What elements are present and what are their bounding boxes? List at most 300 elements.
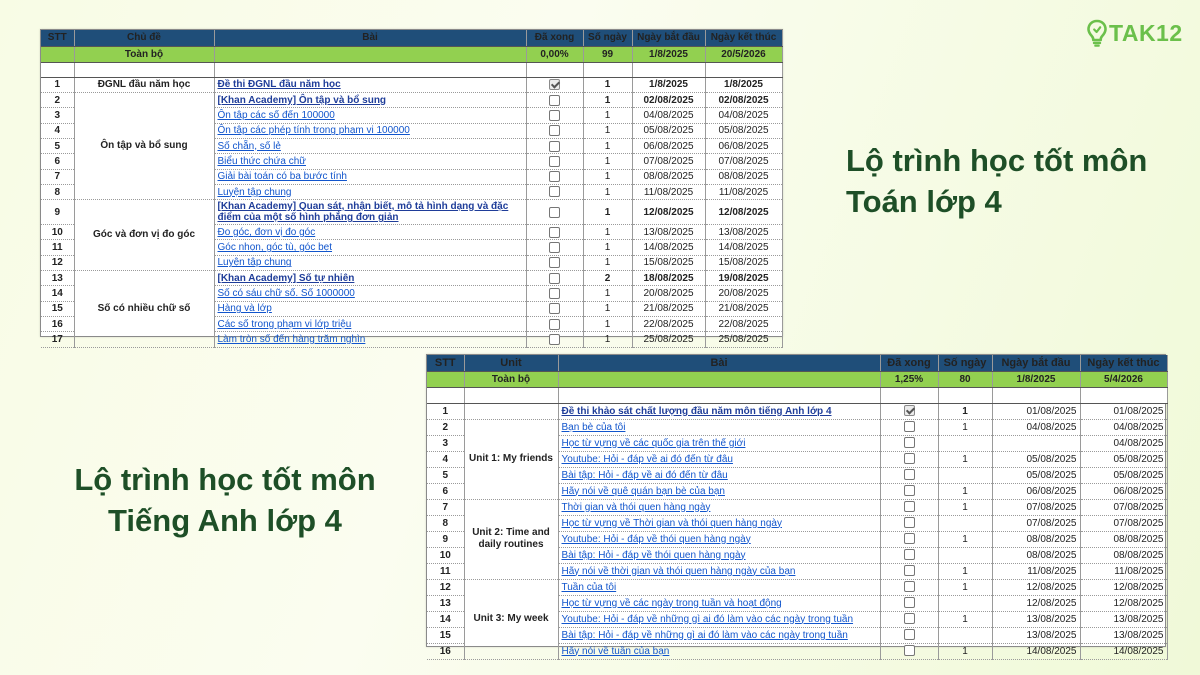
row-stt: 7 — [41, 169, 74, 184]
done-checkbox[interactable] — [904, 613, 915, 624]
end-date-cell: 12/08/2025 — [705, 200, 782, 225]
end-date-cell: 11/08/2025 — [705, 184, 782, 199]
start-date-cell: 06/08/2025 — [992, 483, 1080, 499]
days-cell: 1 — [938, 611, 992, 627]
done-checkbox[interactable] — [904, 437, 915, 448]
done-cell — [880, 547, 938, 563]
lesson-cell — [558, 419, 880, 435]
end-date-cell: 06/08/2025 — [705, 138, 782, 153]
lesson-cell — [558, 483, 880, 499]
done-cell — [526, 123, 583, 138]
done-checkbox[interactable] — [549, 288, 560, 299]
lesson-link[interactable]: Bạn bè của tôi — [561, 421, 626, 433]
start-date-cell: 18/08/2025 — [632, 271, 705, 286]
lesson-cell — [214, 301, 526, 316]
done-checkbox[interactable] — [904, 629, 915, 640]
row-stt: 16 — [41, 316, 74, 331]
done-cell — [880, 483, 938, 499]
start-date-cell: 06/08/2025 — [632, 138, 705, 153]
lesson-link[interactable]: Học từ vựng về các ngày trong tuần và hoạt động — [561, 597, 782, 609]
lesson-cell — [558, 499, 880, 515]
row-stt: 4 — [427, 451, 464, 467]
row-stt: 14 — [427, 611, 464, 627]
done-checkbox[interactable] — [904, 549, 915, 560]
end-date-cell: 01/08/2025 — [1080, 403, 1167, 419]
end-date-cell: 15/08/2025 — [705, 255, 782, 270]
english-total-row — [427, 371, 1167, 387]
row-stt: 9 — [41, 200, 74, 225]
lesson-link[interactable]: Học từ vựng về các quốc gia trên thế giới — [561, 437, 746, 449]
lesson-cell — [214, 200, 526, 225]
start-date-cell: 14/08/2025 — [632, 240, 705, 255]
row-stt: 14 — [41, 286, 74, 301]
total-done: 1,25% — [880, 371, 938, 387]
lesson-link[interactable]: Youtube: Hỏi - đáp về ai đó đến từ đâu — [561, 453, 733, 465]
done-cell — [526, 169, 583, 184]
end-date-cell: 22/08/2025 — [705, 316, 782, 331]
row-stt: 8 — [427, 515, 464, 531]
lesson-cell — [214, 316, 526, 331]
end-date-cell: 04/08/2025 — [1080, 435, 1167, 451]
col-start: Ngày bắt đầu — [632, 30, 705, 46]
lesson-link[interactable]: Số chẵn, số lẻ — [217, 140, 281, 152]
done-checkbox[interactable] — [549, 303, 560, 314]
done-cell — [880, 515, 938, 531]
done-cell — [526, 200, 583, 225]
done-checkbox[interactable] — [549, 125, 560, 136]
start-date-cell: 08/08/2025 — [632, 169, 705, 184]
days-cell: 1 — [938, 531, 992, 547]
end-date-cell: 12/08/2025 — [1080, 579, 1167, 595]
end-date-cell: 07/08/2025 — [705, 154, 782, 169]
row-stt: 2 — [41, 93, 74, 108]
days-cell: 1 — [938, 579, 992, 595]
done-cell — [526, 271, 583, 286]
lesson-cell — [214, 77, 526, 92]
days-cell: 1 — [583, 123, 632, 138]
lesson-cell — [558, 403, 880, 419]
math-table-body — [41, 46, 782, 347]
lesson-link[interactable]: Hãy nói về quê quán bạn bè của bạn — [561, 485, 725, 497]
english-table — [427, 355, 1168, 660]
end-date-cell: 13/08/2025 — [705, 225, 782, 240]
done-checkbox[interactable] — [549, 273, 560, 284]
table-row — [427, 499, 1167, 515]
done-checkbox[interactable] — [904, 485, 915, 496]
row-stt: 10 — [41, 225, 74, 240]
lesson-link[interactable]: [Khan Academy] Quan sát, nhận biết, mô tả hình dạng và đặc điểm của một số hình phẳng đơn giản — [217, 200, 509, 224]
row-stt: 6 — [427, 483, 464, 499]
col-stt: STT — [41, 30, 74, 46]
done-cell — [526, 184, 583, 199]
days-cell: 1 — [583, 169, 632, 184]
days-cell — [938, 435, 992, 451]
lesson-cell — [214, 138, 526, 153]
lesson-link[interactable]: Bài tập: Hỏi - đáp về thói quen hàng ngày — [561, 549, 746, 561]
end-date-cell: 12/08/2025 — [1080, 595, 1167, 611]
row-stt: 8 — [41, 184, 74, 199]
total-days: 99 — [583, 46, 632, 62]
done-checkbox[interactable] — [549, 186, 560, 197]
done-cell — [880, 627, 938, 643]
lesson-link[interactable]: Học từ vựng về Thời gian và thói quen hàng ngày — [561, 517, 782, 529]
math-heading: Lộ trình học tốt môn Toán lớp 4 — [846, 143, 1148, 220]
lesson-cell — [214, 108, 526, 123]
done-checkbox[interactable] — [549, 319, 560, 330]
total-start: 1/8/2025 — [632, 46, 705, 62]
total-end: 20/5/2026 — [705, 46, 782, 62]
col-stt: STT — [427, 355, 464, 371]
lesson-cell — [558, 563, 880, 579]
days-cell: 1 — [938, 643, 992, 659]
lesson-link[interactable]: Hàng và lớp — [217, 303, 272, 315]
done-checkbox[interactable] — [549, 110, 560, 121]
done-cell — [880, 643, 938, 659]
lesson-cell — [214, 225, 526, 240]
done-cell — [880, 611, 938, 627]
end-date-cell: 06/08/2025 — [1080, 483, 1167, 499]
row-stt: 13 — [41, 271, 74, 286]
row-stt: 4 — [41, 123, 74, 138]
lesson-link[interactable]: Youtube: Hỏi - đáp về thói quen hàng ngày — [561, 533, 751, 545]
days-cell: 1 — [938, 499, 992, 515]
total-done: 0,00% — [526, 46, 583, 62]
done-checkbox[interactable] — [549, 242, 560, 253]
total-days: 80 — [938, 371, 992, 387]
lesson-cell — [558, 579, 880, 595]
math-table — [41, 30, 783, 348]
row-stt: 13 — [427, 595, 464, 611]
end-date-cell: 11/08/2025 — [1080, 563, 1167, 579]
done-cell — [880, 435, 938, 451]
row-stt: 12 — [427, 579, 464, 595]
total-label: Toàn bộ — [464, 371, 558, 387]
table-row — [41, 77, 782, 92]
row-stt: 16 — [427, 643, 464, 659]
spacer-row — [41, 62, 782, 77]
done-cell — [526, 154, 583, 169]
lesson-cell — [558, 435, 880, 451]
end-date-cell: 05/08/2025 — [1080, 467, 1167, 483]
end-date-cell: 21/08/2025 — [705, 301, 782, 316]
days-cell: 1 — [583, 77, 632, 92]
done-checkbox[interactable] — [549, 207, 560, 218]
done-cell — [880, 451, 938, 467]
done-checkbox[interactable] — [904, 581, 915, 592]
lesson-link[interactable]: Biểu thức chứa chữ — [217, 155, 306, 167]
start-date-cell: 04/08/2025 — [992, 419, 1080, 435]
math-header-row — [41, 30, 782, 46]
lesson-link[interactable]: Bài tập: Hỏi - đáp về những gì ai đó làm vào các ngày trong tuần — [561, 629, 848, 641]
math-roadmap-table — [40, 29, 783, 345]
done-checkbox[interactable] — [904, 597, 915, 608]
start-date-cell: 12/08/2025 — [992, 595, 1080, 611]
start-date-cell: 02/08/2025 — [632, 93, 705, 108]
start-date-cell: 13/08/2025 — [632, 225, 705, 240]
lesson-link[interactable]: Ôn tập các phép tính trong phạm vi 100000 — [217, 125, 410, 137]
start-date-cell: 13/08/2025 — [992, 611, 1080, 627]
end-date-cell: 19/08/2025 — [705, 271, 782, 286]
days-cell: 1 — [583, 255, 632, 270]
days-cell: 2 — [583, 271, 632, 286]
days-cell — [938, 467, 992, 483]
start-date-cell: 07/08/2025 — [632, 154, 705, 169]
col-start: Ngày bắt đầu — [992, 355, 1080, 371]
done-checkbox[interactable] — [904, 645, 915, 656]
lesson-cell — [558, 627, 880, 643]
days-cell: 1 — [583, 316, 632, 331]
start-date-cell: 11/08/2025 — [992, 563, 1080, 579]
end-date-cell: 04/08/2025 — [705, 108, 782, 123]
lesson-cell — [558, 531, 880, 547]
lesson-cell — [558, 611, 880, 627]
start-date-cell — [992, 435, 1080, 451]
lesson-cell — [214, 169, 526, 184]
done-checkbox[interactable] — [904, 533, 915, 544]
end-date-cell: 02/08/2025 — [705, 93, 782, 108]
col-topic: Chủ đề — [74, 30, 214, 46]
done-cell — [880, 563, 938, 579]
lesson-link[interactable]: Giải bài toán có ba bước tính — [217, 171, 347, 183]
lesson-cell — [558, 467, 880, 483]
tak12-logo — [1086, 18, 1183, 48]
days-cell: 1 — [583, 286, 632, 301]
topic-cell: Ôn tập và bổ sung — [74, 93, 214, 200]
done-cell — [880, 467, 938, 483]
lesson-cell — [558, 515, 880, 531]
logo-text: TAK12 — [1109, 19, 1183, 46]
days-cell: 1 — [583, 184, 632, 199]
lesson-cell — [214, 184, 526, 199]
days-cell — [938, 515, 992, 531]
topic-cell: Số có nhiều chữ số — [74, 271, 214, 347]
start-date-cell: 21/08/2025 — [632, 301, 705, 316]
row-stt: 3 — [427, 435, 464, 451]
lesson-link[interactable]: [Khan Academy] Ôn tập và bổ sung — [217, 94, 387, 106]
lesson-link[interactable]: Làm tròn số đến hàng trăm nghìn — [217, 333, 366, 345]
days-cell: 1 — [583, 93, 632, 108]
row-stt: 11 — [427, 563, 464, 579]
end-date-cell: 07/08/2025 — [1080, 499, 1167, 515]
total-end: 5/4/2026 — [1080, 371, 1167, 387]
lesson-link[interactable]: Hãy nói về tuần của bạn — [561, 645, 670, 657]
done-cell — [526, 138, 583, 153]
end-date-cell: 05/08/2025 — [705, 123, 782, 138]
start-date-cell: 08/08/2025 — [992, 547, 1080, 563]
start-date-cell: 05/08/2025 — [632, 123, 705, 138]
done-checkbox[interactable] — [549, 141, 560, 152]
days-cell: 1 — [938, 563, 992, 579]
days-cell: 1 — [583, 154, 632, 169]
lesson-link[interactable]: Các số trong phạm vi lớp triệu — [217, 318, 352, 330]
end-date-cell: 08/08/2025 — [1080, 531, 1167, 547]
start-date-cell: 05/08/2025 — [992, 467, 1080, 483]
end-date-cell: 04/08/2025 — [1080, 419, 1167, 435]
table-row — [41, 200, 782, 225]
lesson-link[interactable]: Đề thi khảo sát chất lượng đầu năm môn tiếng Anh lớp 4 — [561, 405, 832, 417]
col-lesson: Bài — [558, 355, 880, 371]
days-cell: 1 — [583, 332, 632, 347]
row-stt: 9 — [427, 531, 464, 547]
start-date-cell: 15/08/2025 — [632, 255, 705, 270]
lesson-link[interactable]: Tuần của tôi — [561, 581, 617, 593]
days-cell: 1 — [583, 138, 632, 153]
row-stt: 7 — [427, 499, 464, 515]
lesson-cell — [214, 240, 526, 255]
lesson-link[interactable]: Đề thi ĐGNL đầu năm học — [217, 79, 341, 91]
done-checkbox-checked[interactable] — [549, 79, 560, 90]
start-date-cell: 12/08/2025 — [992, 579, 1080, 595]
start-date-cell: 13/08/2025 — [992, 627, 1080, 643]
col-days: Số ngày — [583, 30, 632, 46]
col-end: Ngày kết thúc — [705, 30, 782, 46]
start-date-cell: 04/08/2025 — [632, 108, 705, 123]
start-date-cell: 11/08/2025 — [632, 184, 705, 199]
lesson-link[interactable]: Số có sáu chữ số. Số 1000000 — [217, 288, 355, 299]
done-cell — [526, 77, 583, 92]
done-cell — [880, 403, 938, 419]
done-checkbox[interactable] — [549, 334, 560, 345]
start-date-cell: 08/08/2025 — [992, 531, 1080, 547]
row-stt: 2 — [427, 419, 464, 435]
done-cell — [526, 240, 583, 255]
done-checkbox[interactable] — [904, 565, 915, 576]
start-date-cell: 22/08/2025 — [632, 316, 705, 331]
done-cell — [880, 531, 938, 547]
done-checkbox-checked[interactable] — [904, 405, 915, 416]
start-date-cell: 07/08/2025 — [992, 499, 1080, 515]
done-cell — [526, 316, 583, 331]
done-cell — [526, 225, 583, 240]
total-start: 1/8/2025 — [992, 371, 1080, 387]
done-checkbox[interactable] — [549, 156, 560, 167]
end-date-cell: 05/08/2025 — [1080, 451, 1167, 467]
lesson-cell — [214, 286, 526, 301]
end-date-cell: 25/08/2025 — [705, 332, 782, 347]
days-cell — [938, 627, 992, 643]
end-date-cell: 14/08/2025 — [705, 240, 782, 255]
topic-cell: Góc và đơn vị đo góc — [74, 200, 214, 271]
row-stt: 6 — [41, 154, 74, 169]
start-date-cell: 01/08/2025 — [992, 403, 1080, 419]
lesson-cell — [214, 332, 526, 347]
end-date-cell: 20/08/2025 — [705, 286, 782, 301]
done-cell — [526, 255, 583, 270]
done-checkbox[interactable] — [549, 257, 560, 268]
lesson-link[interactable]: Hãy nói về thời gian và thói quen hàng ngày của bạn — [561, 565, 796, 577]
lesson-cell — [558, 643, 880, 659]
done-cell — [880, 499, 938, 515]
table-row — [41, 93, 782, 108]
days-cell — [938, 595, 992, 611]
done-checkbox[interactable] — [904, 453, 915, 464]
col-end: Ngày kết thúc — [1080, 355, 1167, 371]
english-heading: Lộ trình học tốt môn Tiếng Anh lớp 4 — [74, 462, 376, 539]
days-cell: 1 — [583, 240, 632, 255]
row-stt: 10 — [427, 547, 464, 563]
topic-cell: Unit 1: My friends — [464, 419, 558, 499]
row-stt: 15 — [41, 301, 74, 316]
done-cell — [880, 579, 938, 595]
lesson-link[interactable]: Bài tập: Hỏi - đáp về ai đó đến từ đâu — [561, 469, 728, 481]
lesson-cell — [558, 451, 880, 467]
row-stt: 1 — [427, 403, 464, 419]
row-stt: 5 — [427, 467, 464, 483]
lightbulb-icon — [1086, 19, 1108, 47]
col-days: Số ngày — [938, 355, 992, 371]
done-cell — [880, 419, 938, 435]
done-checkbox[interactable] — [904, 421, 915, 432]
end-date-cell: 08/08/2025 — [705, 169, 782, 184]
lesson-link[interactable]: [Khan Academy] Số tự nhiên — [217, 272, 355, 284]
days-cell: 1 — [583, 108, 632, 123]
total-label: Toàn bộ — [74, 46, 214, 62]
days-cell: 1 — [938, 403, 992, 419]
lesson-cell — [214, 154, 526, 169]
done-checkbox[interactable] — [904, 501, 915, 512]
col-unit: Unit — [464, 355, 558, 371]
lesson-link[interactable]: Luyện tập chung — [217, 257, 292, 269]
lesson-link[interactable]: Góc nhọn, góc tù, góc bẹt — [217, 242, 333, 254]
table-row — [427, 403, 1167, 419]
lesson-link[interactable]: Thời gian và thói quen hàng ngày — [561, 501, 711, 513]
topic-cell — [464, 403, 558, 419]
done-checkbox[interactable] — [549, 171, 560, 182]
done-checkbox[interactable] — [904, 469, 915, 480]
lesson-cell — [214, 255, 526, 270]
row-stt: 5 — [41, 138, 74, 153]
done-cell — [526, 301, 583, 316]
english-header-row — [427, 355, 1167, 371]
english-roadmap-table — [426, 354, 1166, 657]
end-date-cell: 07/08/2025 — [1080, 515, 1167, 531]
days-cell: 1 — [938, 451, 992, 467]
done-checkbox[interactable] — [904, 517, 915, 528]
days-cell: 1 — [583, 225, 632, 240]
done-cell — [880, 595, 938, 611]
days-cell: 1 — [938, 419, 992, 435]
start-date-cell: 25/08/2025 — [632, 332, 705, 347]
end-date-cell: 13/08/2025 — [1080, 627, 1167, 643]
table-row — [41, 271, 782, 286]
lesson-link[interactable]: Đo góc, đơn vị đo góc — [217, 226, 316, 238]
days-cell: 1 — [938, 483, 992, 499]
row-stt: 11 — [41, 240, 74, 255]
topic-cell: Unit 3: My week — [464, 579, 558, 659]
topic-cell: Unit 2: Time and daily routines — [464, 499, 558, 579]
done-checkbox[interactable] — [549, 95, 560, 106]
lesson-link[interactable]: Luyện tập chung — [217, 186, 292, 198]
math-total-row — [41, 46, 782, 62]
start-date-cell: 20/08/2025 — [632, 286, 705, 301]
lesson-link[interactable]: Ôn tập các số đến 100000 — [217, 110, 335, 122]
row-stt: 12 — [41, 255, 74, 270]
col-lesson: Bài — [214, 30, 526, 46]
end-date-cell: 08/08/2025 — [1080, 547, 1167, 563]
lesson-link[interactable]: Youtube: Hỏi - đáp về những gì ai đó làm vào các ngày trong tuần — [561, 613, 854, 625]
done-cell — [526, 332, 583, 347]
lesson-cell — [214, 93, 526, 108]
days-cell: 1 — [583, 301, 632, 316]
row-stt: 17 — [41, 332, 74, 347]
done-checkbox[interactable] — [549, 227, 560, 238]
done-cell — [526, 93, 583, 108]
start-date-cell: 1/8/2025 — [632, 77, 705, 92]
row-stt: 15 — [427, 627, 464, 643]
table-row — [427, 419, 1167, 435]
topic-cell: ĐGNL đầu năm học — [74, 77, 214, 92]
days-cell — [938, 547, 992, 563]
